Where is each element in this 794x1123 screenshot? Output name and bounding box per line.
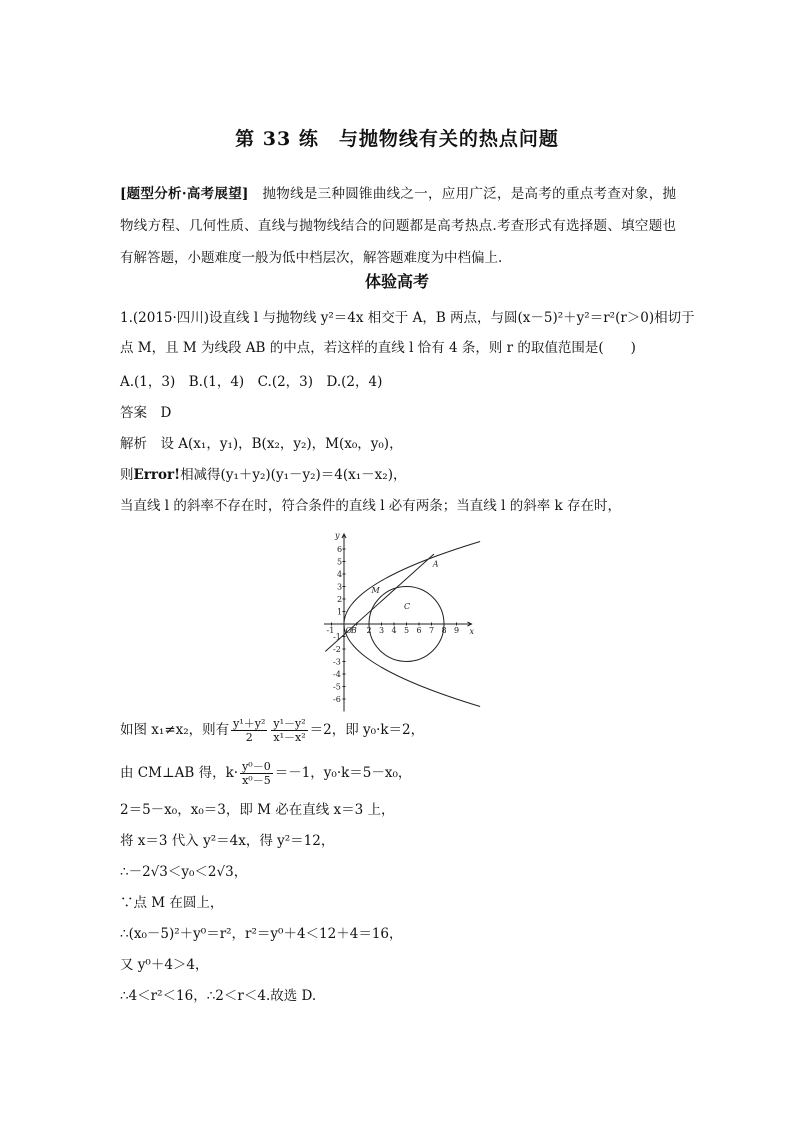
origin-label: O [345, 626, 353, 635]
x-tick-label: 5 [404, 626, 410, 635]
solution-line-7: 将 x＝3 代入 y²＝4x，得 y²＝12， [120, 833, 335, 849]
intro-tag: [题型分析·高考展望] [120, 186, 249, 202]
y-tick-label: -4 [333, 670, 341, 679]
denominator: 2 [245, 731, 253, 744]
solution-text: ＝2，即 y₀·k＝2， [309, 722, 425, 738]
answer-line: 答案 D [120, 405, 172, 421]
solution-text: 如图 x₁≠x₂，则有 [120, 722, 230, 738]
solution-line-6: 2＝5－x₀，x₀＝3，即 M 必在直线 x＝3 上， [120, 802, 395, 818]
y-tick-label: -6 [333, 695, 341, 704]
parabola-circle-figure [318, 526, 476, 704]
numerator: y⁰－0 [242, 760, 271, 773]
y-tick-label: 4 [337, 570, 343, 579]
solution-line-12: ∴4＜r²＜16，∴2＜r＜4.故选 D. [120, 988, 317, 1004]
x-axis-label: x [469, 627, 475, 636]
point-label-C: C [404, 602, 411, 611]
solution-line-10: ∴(x₀－5)²＋y⁰＝r²，r²＝y⁰＋4＜12＋4＝16， [120, 926, 403, 942]
y-tick-label: -1 [333, 632, 341, 642]
problem-line-1: 1.(2015·四川)设直线 l 与抛物线 y²＝4x 相交于 A，B 两点，与圆(x－5)²＋y²＝r²(r＞0)相切于 [120, 310, 695, 326]
solution-text: 相减得(y₁＋y₂)(y₁－y₂)＝4(x₁－x₂)， [180, 467, 407, 483]
x-tick-label: 9 [454, 626, 460, 635]
point-label-A: A [432, 559, 439, 569]
x-tick-label: 2 [366, 626, 372, 635]
y-tick-label: -2 [333, 645, 341, 654]
x-tick-label: 7 [429, 626, 435, 635]
problem-line-2: 点 M，且 M 为线段 AB 的中点，若这样的直线 l 恰有 4 条，则 r 的取值范围是( ) [120, 340, 636, 356]
fraction [271, 717, 307, 744]
y-tick-label: -5 [333, 682, 341, 692]
y-tick-label: 6 [337, 545, 343, 554]
y-axis-label: y [335, 531, 340, 540]
denominator: x¹－x² [273, 731, 306, 744]
solution-line-4 [120, 713, 424, 747]
y-tick-label: 2 [337, 595, 343, 604]
y-tick-label: 5 [337, 557, 343, 567]
solution-text: 由 CM⊥AB 得，k· [120, 765, 239, 781]
error-marker: Error! [133, 467, 181, 483]
solution-line-8: ∴－2√3＜y₀＜2√3， [120, 864, 248, 880]
numerator: y¹－y² [273, 717, 306, 730]
y-tick-label: -3 [333, 657, 341, 667]
intro-text: 抛物线是三种圆锥曲线之一，应用广泛，是高考的重点考查对象，抛物线方程、几何性质、直线与抛物线结合的问题都是高考热点.考查形式有选择题、填空题也有解答题，小题难度一般为低中档层次，解答题难度为中档偏上. [120, 186, 676, 266]
x-tick-label: -1 [326, 626, 335, 635]
y-tick-label: 3 [337, 582, 343, 592]
solution-line-2 [120, 466, 406, 484]
page-title: 第 33 练 与抛物线有关的热点问题 [235, 128, 559, 150]
solution-line-5 [120, 756, 411, 790]
section-heading: 体验高考 [364, 272, 429, 291]
intro-paragraph [120, 178, 676, 274]
x-tick-label: 3 [379, 626, 385, 635]
solution-line-9: ∵点 M 在圆上， [120, 895, 224, 911]
y-tick-label: 1 [337, 607, 343, 617]
denominator: x⁰－5 [242, 774, 271, 787]
solution-line-1: 解析 设 A(x₁，y₁)，B(x₂，y₂)，M(x₀，y₀)， [120, 436, 403, 452]
x-tick-label: 6 [416, 626, 422, 635]
point-label-M: M [371, 585, 380, 595]
solution-line-11: 又 y⁰＋4＞4， [120, 957, 209, 973]
x-tick-label: 4 [391, 626, 397, 635]
problem-options: A.(1，3) B.(1，4) C.(2，3) D.(2，4) [120, 374, 383, 390]
solution-text: ＝－1，y₀·k＝5－x₀， [274, 765, 412, 781]
fraction [231, 717, 267, 744]
numerator: y¹＋y² [233, 717, 266, 730]
x-tick-label: 8 [441, 626, 447, 635]
point-label-B: B [350, 626, 357, 635]
solution-text: 则 [120, 467, 134, 483]
solution-line-3: 当直线 l 的斜率不存在时，符合条件的直线 l 必有两条；当直线 l 的斜率 k 存在时， [120, 498, 621, 514]
fraction [240, 760, 273, 787]
